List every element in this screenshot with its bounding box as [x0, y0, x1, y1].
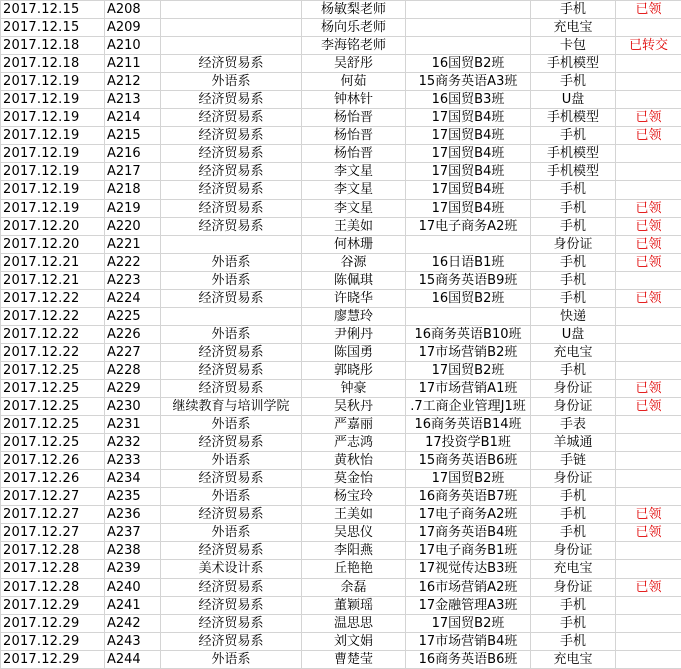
date-cell[interactable]: 2017.12.21 — [1, 253, 105, 271]
class-cell[interactable]: 17市场营销A1班 — [406, 379, 531, 397]
status-cell[interactable] — [616, 91, 681, 109]
item-cell[interactable]: 充电宝 — [531, 19, 616, 37]
date-cell[interactable]: 2017.12.27 — [1, 524, 105, 542]
table-row — [1, 416, 681, 434]
code-cell[interactable]: A238 — [105, 542, 161, 560]
department-cell[interactable]: 外语系 — [161, 325, 302, 343]
item-cell[interactable]: 手机 — [531, 596, 616, 614]
item-cell[interactable]: 手机 — [531, 73, 616, 91]
item-cell[interactable]: 充电宝 — [531, 560, 616, 578]
department-cell[interactable]: 经济贸易系 — [161, 361, 302, 379]
name-cell[interactable]: 杨怡晋 — [302, 127, 406, 145]
department-cell[interactable]: 经济贸易系 — [161, 181, 302, 199]
code-cell[interactable]: A219 — [105, 199, 161, 217]
status-cell[interactable] — [616, 271, 681, 289]
name-cell[interactable]: 严志鸿 — [302, 434, 406, 452]
department-cell[interactable]: 经济贸易系 — [161, 596, 302, 614]
item-cell[interactable]: 手机模型 — [531, 145, 616, 163]
date-cell[interactable]: 2017.12.26 — [1, 470, 105, 488]
department-cell[interactable]: 经济贸易系 — [161, 163, 302, 181]
date-cell[interactable]: 2017.12.19 — [1, 181, 105, 199]
table-row — [1, 325, 681, 343]
department-cell[interactable]: 外语系 — [161, 73, 302, 91]
code-cell[interactable]: A233 — [105, 452, 161, 470]
class-cell[interactable]: 16商务英语B10班 — [406, 325, 531, 343]
name-cell[interactable]: 李文星 — [302, 181, 406, 199]
class-cell[interactable]: 17市场营销B4班 — [406, 632, 531, 650]
name-cell[interactable]: 吴秋丹 — [302, 398, 406, 416]
date-cell[interactable]: 2017.12.29 — [1, 614, 105, 632]
department-cell[interactable]: 经济贸易系 — [161, 578, 302, 596]
department-cell[interactable]: 经济贸易系 — [161, 343, 302, 361]
item-cell[interactable]: 身份证 — [531, 578, 616, 596]
status-cell[interactable]: 已领 — [616, 109, 681, 127]
name-cell[interactable]: 吴思仪 — [302, 524, 406, 542]
name-cell[interactable]: 黄秋怡 — [302, 452, 406, 470]
table-row — [1, 434, 681, 452]
class-cell[interactable]: 17国贸B4班 — [406, 127, 531, 145]
item-cell[interactable]: 身份证 — [531, 470, 616, 488]
code-cell[interactable]: A216 — [105, 145, 161, 163]
status-cell[interactable] — [616, 307, 681, 325]
status-cell[interactable]: 已领 — [616, 506, 681, 524]
item-cell[interactable]: 手表 — [531, 416, 616, 434]
code-cell[interactable]: A211 — [105, 55, 161, 73]
class-cell[interactable]: .7工商企业管理J1班 — [406, 398, 531, 416]
status-cell[interactable] — [616, 470, 681, 488]
code-cell[interactable]: A232 — [105, 434, 161, 452]
code-cell[interactable]: A215 — [105, 127, 161, 145]
department-cell[interactable]: 经济贸易系 — [161, 109, 302, 127]
item-cell[interactable]: U盘 — [531, 91, 616, 109]
name-cell[interactable]: 杨向乐老师 — [302, 19, 406, 37]
class-cell[interactable]: 16商务英语B6班 — [406, 650, 531, 668]
item-cell[interactable]: 手机 — [531, 488, 616, 506]
name-cell[interactable]: 余磊 — [302, 578, 406, 596]
table-row — [1, 398, 681, 416]
name-cell[interactable]: 严嘉丽 — [302, 416, 406, 434]
class-cell[interactable]: 17国贸B2班 — [406, 470, 531, 488]
department-cell[interactable] — [161, 235, 302, 253]
table-row — [1, 91, 681, 109]
department-cell[interactable]: 经济贸易系 — [161, 55, 302, 73]
item-cell[interactable]: 手机 — [531, 217, 616, 235]
item-cell[interactable]: 手机 — [531, 614, 616, 632]
table-row — [1, 524, 681, 542]
class-cell[interactable]: 15商务英语B9班 — [406, 271, 531, 289]
code-cell[interactable]: A235 — [105, 488, 161, 506]
department-cell[interactable]: 外语系 — [161, 452, 302, 470]
name-cell[interactable]: 杨敏梨老师 — [302, 1, 406, 19]
table-row — [1, 235, 681, 253]
item-cell[interactable]: 手机 — [531, 289, 616, 307]
class-cell[interactable]: 16商务英语B7班 — [406, 488, 531, 506]
code-cell[interactable]: A220 — [105, 217, 161, 235]
department-cell[interactable]: 美术设计系 — [161, 560, 302, 578]
item-cell[interactable]: 手机 — [531, 632, 616, 650]
status-cell[interactable]: 已领 — [616, 235, 681, 253]
department-cell[interactable]: 继续教育与培训学院 — [161, 398, 302, 416]
code-cell[interactable]: A234 — [105, 470, 161, 488]
name-cell[interactable]: 杨怡晋 — [302, 145, 406, 163]
code-cell[interactable]: A244 — [105, 650, 161, 668]
table-row — [1, 307, 681, 325]
status-cell[interactable] — [616, 488, 681, 506]
name-cell[interactable]: 董颖瑶 — [302, 596, 406, 614]
name-cell[interactable]: 尹俐丹 — [302, 325, 406, 343]
class-cell[interactable] — [406, 19, 531, 37]
date-cell[interactable]: 2017.12.19 — [1, 145, 105, 163]
department-cell[interactable]: 外语系 — [161, 253, 302, 271]
class-cell[interactable]: 17国贸B4班 — [406, 109, 531, 127]
date-cell[interactable]: 2017.12.26 — [1, 452, 105, 470]
date-cell[interactable]: 2017.12.25 — [1, 379, 105, 397]
code-cell[interactable]: A226 — [105, 325, 161, 343]
date-cell[interactable]: 2017.12.18 — [1, 55, 105, 73]
class-cell[interactable]: 17国贸B4班 — [406, 181, 531, 199]
class-cell[interactable]: 17国贸B4班 — [406, 199, 531, 217]
code-cell[interactable]: A221 — [105, 235, 161, 253]
sheet-body — [1, 1, 681, 669]
date-cell[interactable]: 2017.12.19 — [1, 109, 105, 127]
status-cell[interactable]: 已领 — [616, 398, 681, 416]
code-cell[interactable]: A209 — [105, 19, 161, 37]
table-row — [1, 560, 681, 578]
code-cell[interactable]: A228 — [105, 361, 161, 379]
item-cell[interactable]: 手机 — [531, 127, 616, 145]
code-cell[interactable]: A227 — [105, 343, 161, 361]
status-cell[interactable]: 已领 — [616, 524, 681, 542]
class-cell[interactable]: 17国贸B4班 — [406, 163, 531, 181]
item-cell[interactable]: 手机 — [531, 181, 616, 199]
status-cell[interactable] — [616, 542, 681, 560]
name-cell[interactable]: 许晓华 — [302, 289, 406, 307]
item-cell[interactable]: 卡包 — [531, 37, 616, 55]
item-cell[interactable]: 身份证 — [531, 542, 616, 560]
date-cell[interactable]: 2017.12.28 — [1, 560, 105, 578]
status-cell[interactable] — [616, 145, 681, 163]
status-cell[interactable]: 已领 — [616, 253, 681, 271]
table-row — [1, 343, 681, 361]
class-cell[interactable]: 17国贸B2班 — [406, 361, 531, 379]
date-cell[interactable]: 2017.12.19 — [1, 73, 105, 91]
name-cell[interactable]: 郭晓彤 — [302, 361, 406, 379]
name-cell[interactable]: 陈佩琪 — [302, 271, 406, 289]
name-cell[interactable]: 李文星 — [302, 199, 406, 217]
class-cell[interactable]: 16日语B1班 — [406, 253, 531, 271]
code-cell[interactable]: A222 — [105, 253, 161, 271]
class-cell[interactable]: 17商务英语B4班 — [406, 524, 531, 542]
name-cell[interactable]: 杨怡晋 — [302, 109, 406, 127]
date-cell[interactable]: 2017.12.19 — [1, 91, 105, 109]
item-cell[interactable]: 羊城通 — [531, 434, 616, 452]
date-cell[interactable]: 2017.12.22 — [1, 325, 105, 343]
date-cell[interactable]: 2017.12.20 — [1, 217, 105, 235]
table-row — [1, 289, 681, 307]
name-cell[interactable]: 谷源 — [302, 253, 406, 271]
name-cell[interactable]: 温思思 — [302, 614, 406, 632]
department-cell[interactable]: 经济贸易系 — [161, 542, 302, 560]
date-cell[interactable]: 2017.12.27 — [1, 506, 105, 524]
date-cell[interactable]: 2017.12.15 — [1, 19, 105, 37]
status-cell[interactable] — [616, 596, 681, 614]
department-cell[interactable]: 外语系 — [161, 416, 302, 434]
name-cell[interactable]: 刘文娟 — [302, 632, 406, 650]
table-row — [1, 163, 681, 181]
name-cell[interactable]: 钟豪 — [302, 379, 406, 397]
item-cell[interactable]: 快递 — [531, 307, 616, 325]
table-row — [1, 253, 681, 271]
status-cell[interactable]: 已领 — [616, 217, 681, 235]
item-cell[interactable]: 充电宝 — [531, 650, 616, 668]
code-cell[interactable]: A224 — [105, 289, 161, 307]
department-cell[interactable]: 经济贸易系 — [161, 127, 302, 145]
table-row — [1, 614, 681, 632]
item-cell[interactable]: 身份证 — [531, 398, 616, 416]
table-row — [1, 199, 681, 217]
name-cell[interactable]: 何茹 — [302, 73, 406, 91]
date-cell[interactable]: 2017.12.27 — [1, 488, 105, 506]
date-cell[interactable]: 2017.12.19 — [1, 199, 105, 217]
table-row — [1, 542, 681, 560]
code-cell[interactable]: A241 — [105, 596, 161, 614]
department-cell[interactable]: 经济贸易系 — [161, 217, 302, 235]
status-cell[interactable] — [616, 614, 681, 632]
code-cell[interactable]: A225 — [105, 307, 161, 325]
date-cell[interactable]: 2017.12.19 — [1, 127, 105, 145]
code-cell[interactable]: A208 — [105, 1, 161, 19]
department-cell[interactable]: 外语系 — [161, 650, 302, 668]
item-cell[interactable]: 手机 — [531, 524, 616, 542]
department-cell[interactable] — [161, 307, 302, 325]
code-cell[interactable]: A213 — [105, 91, 161, 109]
table-row — [1, 1, 681, 19]
table-row — [1, 109, 681, 127]
status-cell[interactable]: 已领 — [616, 379, 681, 397]
code-cell[interactable]: A212 — [105, 73, 161, 91]
department-cell[interactable]: 经济贸易系 — [161, 506, 302, 524]
item-cell[interactable]: 手机模型 — [531, 55, 616, 73]
date-cell[interactable]: 2017.12.15 — [1, 1, 105, 19]
item-cell[interactable]: 手机 — [531, 271, 616, 289]
item-cell[interactable]: 充电宝 — [531, 343, 616, 361]
table-row — [1, 650, 681, 668]
class-cell[interactable]: 17电子商务A2班 — [406, 506, 531, 524]
department-cell[interactable]: 经济贸易系 — [161, 632, 302, 650]
code-cell[interactable]: A237 — [105, 524, 161, 542]
code-cell[interactable]: A239 — [105, 560, 161, 578]
department-cell[interactable] — [161, 19, 302, 37]
name-cell[interactable]: 丘艳艳 — [302, 560, 406, 578]
table-row — [1, 127, 681, 145]
code-cell[interactable]: A214 — [105, 109, 161, 127]
class-cell[interactable] — [406, 307, 531, 325]
table-row — [1, 632, 681, 650]
code-cell[interactable]: A223 — [105, 271, 161, 289]
date-cell[interactable]: 2017.12.22 — [1, 289, 105, 307]
code-cell[interactable]: A242 — [105, 614, 161, 632]
code-cell[interactable]: A210 — [105, 37, 161, 55]
department-cell[interactable]: 外语系 — [161, 524, 302, 542]
code-cell[interactable]: A230 — [105, 398, 161, 416]
table-row — [1, 217, 681, 235]
class-cell[interactable]: 15商务英语B6班 — [406, 452, 531, 470]
status-cell[interactable]: 已领 — [616, 199, 681, 217]
table-row — [1, 19, 681, 37]
status-cell[interactable] — [616, 434, 681, 452]
table-row — [1, 55, 681, 73]
class-cell[interactable]: 15商务英语A3班 — [406, 73, 531, 91]
class-cell[interactable] — [406, 1, 531, 19]
table-row — [1, 379, 681, 397]
item-cell[interactable]: U盘 — [531, 325, 616, 343]
table-row — [1, 361, 681, 379]
status-cell[interactable]: 已领 — [616, 127, 681, 145]
item-cell[interactable]: 手机 — [531, 361, 616, 379]
date-cell[interactable]: 2017.12.25 — [1, 416, 105, 434]
item-cell[interactable]: 手机模型 — [531, 163, 616, 181]
department-cell[interactable] — [161, 37, 302, 55]
code-cell[interactable]: A217 — [105, 163, 161, 181]
status-cell[interactable] — [616, 632, 681, 650]
item-cell[interactable]: 手机 — [531, 253, 616, 271]
class-cell[interactable]: 17投资学B1班 — [406, 434, 531, 452]
item-cell[interactable]: 手机 — [531, 1, 616, 19]
name-cell[interactable]: 杨宝玲 — [302, 488, 406, 506]
status-cell[interactable] — [616, 452, 681, 470]
table-row — [1, 271, 681, 289]
department-cell[interactable]: 外语系 — [161, 488, 302, 506]
status-cell[interactable] — [616, 55, 681, 73]
class-cell[interactable]: 16国贸B2班 — [406, 289, 531, 307]
table-row — [1, 506, 681, 524]
status-cell[interactable] — [616, 325, 681, 343]
code-cell[interactable]: A236 — [105, 506, 161, 524]
name-cell[interactable]: 王美如 — [302, 217, 406, 235]
status-cell[interactable] — [616, 416, 681, 434]
table-row — [1, 145, 681, 163]
class-cell[interactable] — [406, 37, 531, 55]
department-cell[interactable]: 经济贸易系 — [161, 614, 302, 632]
table-row — [1, 578, 681, 596]
date-cell[interactable]: 2017.12.21 — [1, 271, 105, 289]
date-cell[interactable]: 2017.12.29 — [1, 650, 105, 668]
class-cell[interactable]: 17电子商务A2班 — [406, 217, 531, 235]
class-cell[interactable] — [406, 235, 531, 253]
date-cell[interactable]: 2017.12.22 — [1, 343, 105, 361]
table-row — [1, 37, 681, 55]
name-cell[interactable]: 李阳燕 — [302, 542, 406, 560]
class-cell[interactable]: 17金融管理A3班 — [406, 596, 531, 614]
department-cell[interactable]: 经济贸易系 — [161, 379, 302, 397]
status-cell[interactable] — [616, 163, 681, 181]
name-cell[interactable]: 曹楚莹 — [302, 650, 406, 668]
name-cell[interactable]: 王美如 — [302, 506, 406, 524]
department-cell[interactable]: 外语系 — [161, 271, 302, 289]
name-cell[interactable]: 廖慧玲 — [302, 307, 406, 325]
class-cell[interactable]: 17国贸B4班 — [406, 145, 531, 163]
status-cell[interactable] — [616, 343, 681, 361]
department-cell[interactable]: 经济贸易系 — [161, 434, 302, 452]
name-cell[interactable]: 陈国勇 — [302, 343, 406, 361]
class-cell[interactable]: 17电子商务B1班 — [406, 542, 531, 560]
status-cell[interactable] — [616, 361, 681, 379]
date-cell[interactable]: 2017.12.20 — [1, 235, 105, 253]
class-cell[interactable]: 16国贸B3班 — [406, 91, 531, 109]
class-cell[interactable]: 17视觉传达B3班 — [406, 560, 531, 578]
department-cell[interactable]: 经济贸易系 — [161, 145, 302, 163]
status-cell[interactable] — [616, 73, 681, 91]
name-cell[interactable]: 李海铭老师 — [302, 37, 406, 55]
class-cell[interactable]: 17国贸B2班 — [406, 614, 531, 632]
status-cell[interactable]: 已领 — [616, 578, 681, 596]
department-cell[interactable]: 经济贸易系 — [161, 91, 302, 109]
name-cell[interactable]: 何林珊 — [302, 235, 406, 253]
code-cell[interactable]: A231 — [105, 416, 161, 434]
item-cell[interactable]: 手链 — [531, 452, 616, 470]
class-cell[interactable]: 16商务英语B14班 — [406, 416, 531, 434]
item-cell[interactable]: 身份证 — [531, 235, 616, 253]
status-cell[interactable] — [616, 19, 681, 37]
date-cell[interactable]: 2017.12.28 — [1, 542, 105, 560]
item-cell[interactable]: 手机 — [531, 506, 616, 524]
table-row — [1, 73, 681, 91]
status-cell[interactable]: 已领 — [616, 289, 681, 307]
date-cell[interactable]: 2017.12.28 — [1, 578, 105, 596]
date-cell[interactable]: 2017.12.22 — [1, 307, 105, 325]
table-row — [1, 596, 681, 614]
item-cell[interactable]: 手机模型 — [531, 109, 616, 127]
status-cell[interactable] — [616, 181, 681, 199]
date-cell[interactable]: 2017.12.29 — [1, 596, 105, 614]
status-cell[interactable] — [616, 560, 681, 578]
name-cell[interactable]: 莫金怡 — [302, 470, 406, 488]
name-cell[interactable]: 钟林针 — [302, 91, 406, 109]
department-cell[interactable]: 经济贸易系 — [161, 470, 302, 488]
date-cell[interactable]: 2017.12.19 — [1, 163, 105, 181]
date-cell[interactable]: 2017.12.25 — [1, 398, 105, 416]
department-cell[interactable] — [161, 1, 302, 19]
item-cell[interactable]: 身份证 — [531, 379, 616, 397]
code-cell[interactable]: A229 — [105, 379, 161, 397]
table-row — [1, 470, 681, 488]
date-cell[interactable]: 2017.12.25 — [1, 361, 105, 379]
code-cell[interactable]: A218 — [105, 181, 161, 199]
name-cell[interactable]: 吴舒彤 — [302, 55, 406, 73]
department-cell[interactable]: 经济贸易系 — [161, 199, 302, 217]
status-cell[interactable] — [616, 650, 681, 668]
date-cell[interactable]: 2017.12.25 — [1, 434, 105, 452]
status-cell[interactable]: 已领 — [616, 1, 681, 19]
name-cell[interactable]: 李文星 — [302, 163, 406, 181]
date-cell[interactable]: 2017.12.18 — [1, 37, 105, 55]
class-cell[interactable]: 16市场营销A2班 — [406, 578, 531, 596]
class-cell[interactable]: 17市场营销B2班 — [406, 343, 531, 361]
class-cell[interactable]: 16国贸B2班 — [406, 55, 531, 73]
table-row — [1, 181, 681, 199]
status-cell[interactable]: 已转交 — [616, 37, 681, 55]
department-cell[interactable]: 经济贸易系 — [161, 289, 302, 307]
code-cell[interactable]: A240 — [105, 578, 161, 596]
table-row — [1, 452, 681, 470]
table-row — [1, 488, 681, 506]
code-cell[interactable]: A243 — [105, 632, 161, 650]
date-cell[interactable]: 2017.12.29 — [1, 632, 105, 650]
item-cell[interactable]: 手机 — [531, 199, 616, 217]
